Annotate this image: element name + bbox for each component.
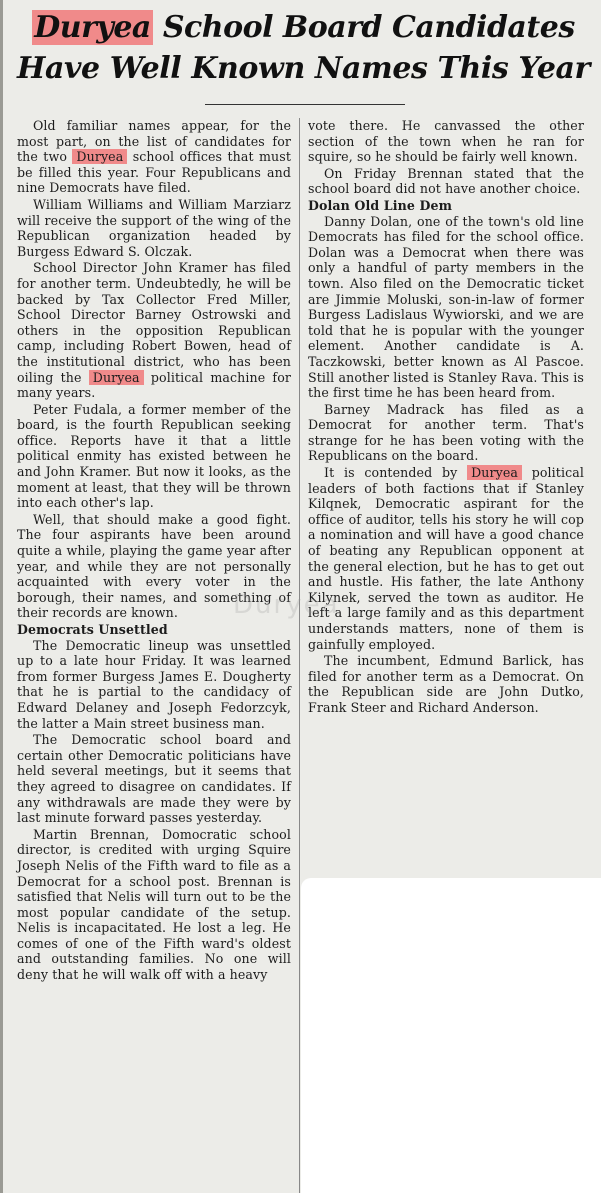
paragraph <box>17 118 291 196</box>
headline-line-1 <box>3 8 601 48</box>
watermark: Duryea <box>233 590 340 620</box>
headline-highlight: Duryea <box>34 10 151 45</box>
highlight-duryea: Duryea <box>89 370 144 385</box>
highlight-duryea: Duryea <box>72 149 127 164</box>
paragraph: The incumbent, Edmund Barlick, has filed for another term as a Democrat. On the Republican side are John Dutko, Frank Steer and Richard Anderson. <box>308 653 584 715</box>
headline-line-1-text: School Board Candidates <box>152 10 575 45</box>
text: Old familiar names appear, for the most part, on the list of candidates for the two <box>17 118 291 165</box>
paragraph: vote there. He canvassed the other section of the town when he ran for squire, so he should be fairly well known. <box>308 118 584 165</box>
paragraph: Peter Fudala, a former member of the board, is the fourth Republican seeking office. Reports have it that a little political enmity has existed between he and John Kramer. But now it looks, as the moment at least, that they will be thrown into each other's lap. <box>17 401 291 511</box>
paragraph: Well, that should make a good fight. The four aspirants have been around quite a while, playing the game year after year, and while they are not personally acquainted with every voter in the borough, their names, and something of their records are known. <box>17 511 291 621</box>
right-column <box>308 118 584 717</box>
blank-area <box>301 878 601 1193</box>
paragraph: William Williams and William Marziarz will receive the support of the wing of the Republican organization headed by Burgess Edward S. Olczak. <box>17 196 291 259</box>
paragraph: The Democratic school board and certain other Democratic politicians have held several meetings, but it seems that they agreed to disagree on candidates. If any withdrawals are made they were by last minute forward passes yesterday. <box>17 732 291 826</box>
text: political machine for many years. <box>17 369 291 401</box>
paragraph <box>17 260 291 400</box>
column-divider <box>299 118 300 1193</box>
paragraph <box>308 465 584 652</box>
text: political leaders of both factions that if Stanley Kilqnek, Democratic aspirant for the office of auditor, tells his story he will cop a nomination and will have a good chance of beating any Republican opponent at the general election, but he has to get out and hustle. His father, the late Anthony Kilynek, served the town as auditor. He left a large family and as this department understands matters, none of them is gainfully employed. <box>308 465 584 652</box>
paragraph: Danny Dolan, one of the town's old line Democrats has filed for the school office. Dolan was a Democrat when there was only a handful of party members in the town. Also filed on the Democratic ticket are Jimmie Moluski, son-in-law of former Burgess Ladislaus Wywiorski, and we are told that he is popular with the younger element. Another candidate is A. Taczkowski, better known as Al Pascoe. Still another listed is Stanley Rava. This is the first time he has been heard from. <box>308 213 584 401</box>
text: School Director John Kramer has filed for another term. Undeubtedly, he will be backed by Tax Collector Fred Miller, School Director Barney Ostrowski and others in the opposition Republican camp, including Robert Bowen, head of the institutional district, who has been oiling the <box>17 260 291 385</box>
text: It is contended by <box>324 465 468 481</box>
headline <box>3 8 601 90</box>
text: school offices that must be filled this year. Four Republicans and nine Democrats have filed. <box>17 149 291 196</box>
paragraph: On Friday Brennan stated that the school board did not have another choice. <box>308 165 584 197</box>
headline-rule <box>205 104 405 105</box>
paragraph: Martin Brennan, Domocratic school director, is credited with urging Squire Joseph Nelis of the Fifth ward to file as a Democrat for a school post. Brennan is satisfied that Nelis will turn out to be the most popular candidate of the setup. Nelis is incapacitated. He lost a leg. He comes of one of the Fifth ward's oldest and outstanding families. No one will deny that he will walk off with a heavy <box>17 826 291 983</box>
paragraph: Barney Madrack has filed as a Democrat for another term. That's strange for he has been voting with the Republicans on the board. <box>308 401 584 464</box>
paragraph: The Democratic lineup was unsettled up to a late hour Friday. It was learned from former Burgess James E. Dougherty that he is partial to the candidacy of Edward Delaney and Joseph Fedorzcyk, the latter a Main street business man. <box>17 637 291 731</box>
headline-line-2: Have Well Known Names This Year <box>17 51 590 86</box>
subheading-dolan-old-line-dem: Dolan Old Line Dem <box>308 197 453 213</box>
highlight-duryea: Duryea <box>467 465 522 480</box>
left-column <box>17 118 291 984</box>
subheading-democrats-unsettled: Democrats Unsettled <box>17 622 168 637</box>
